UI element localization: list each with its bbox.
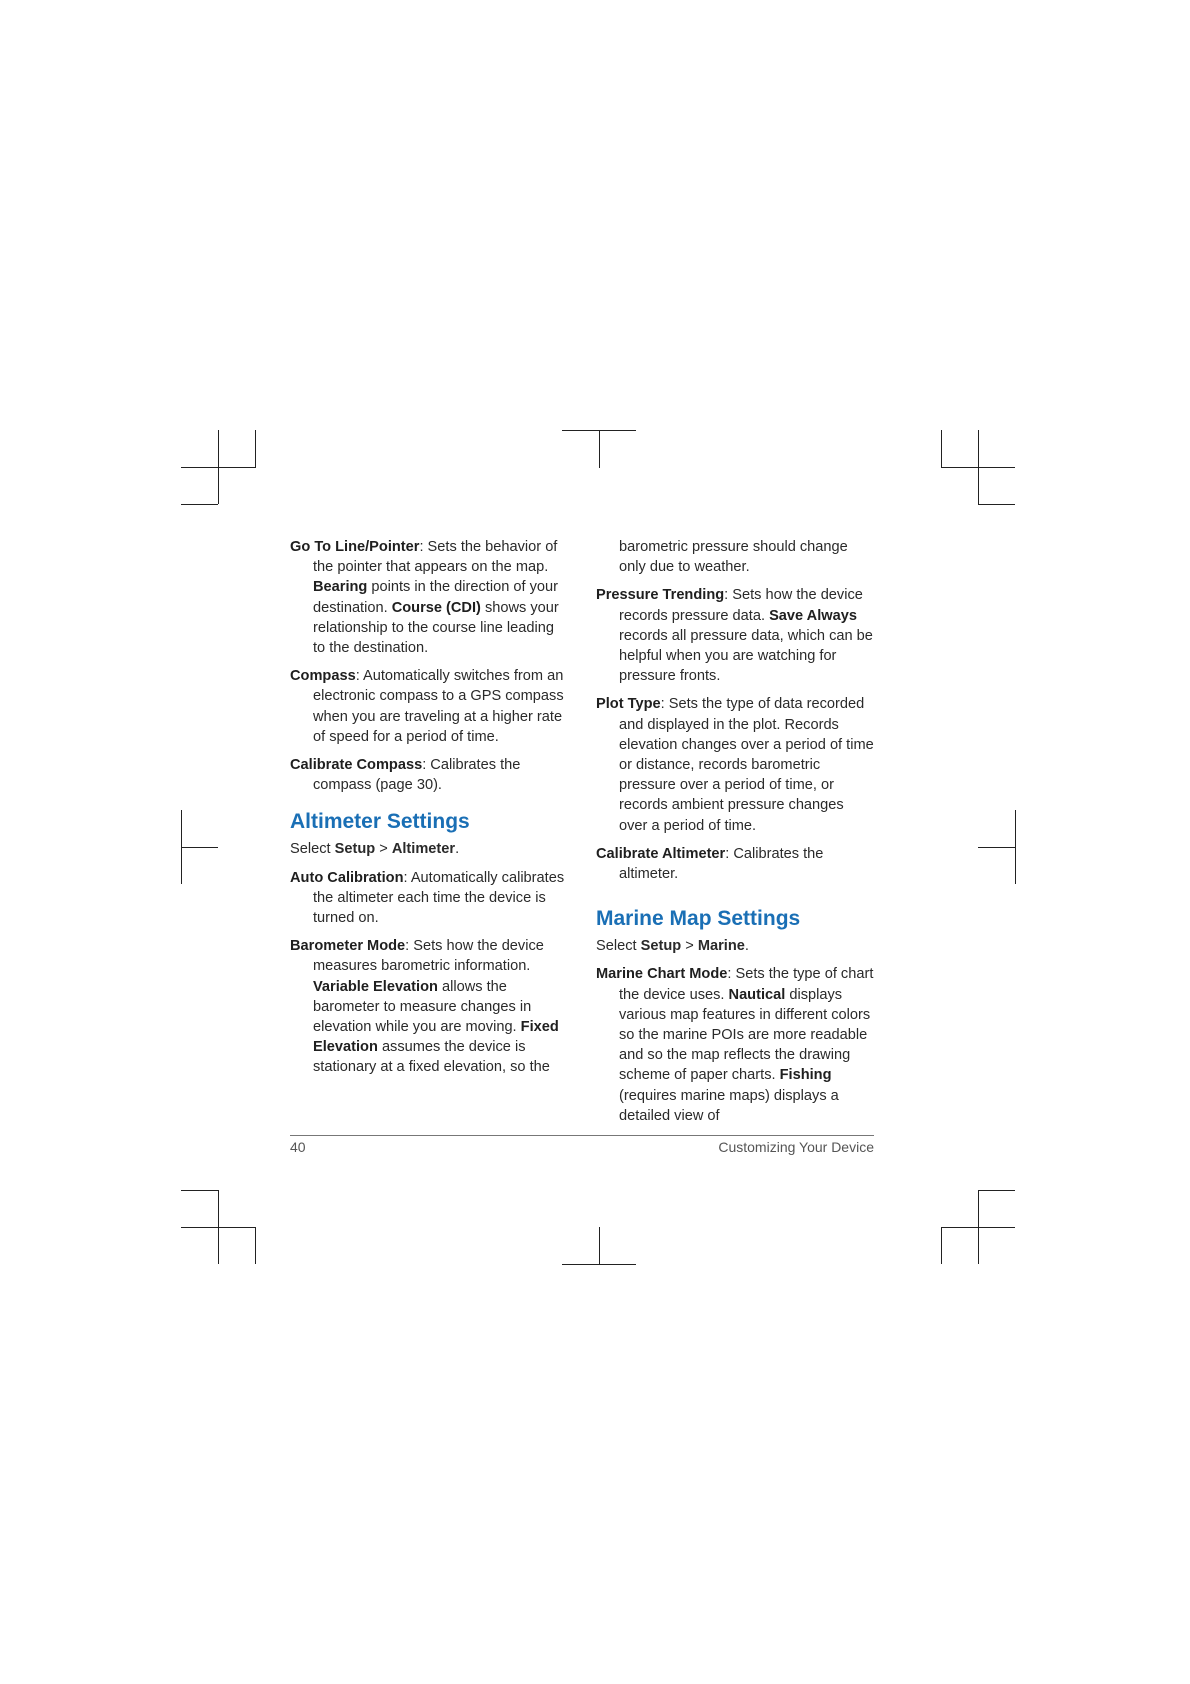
- term: Auto Calibration: [290, 869, 404, 886]
- option-name: Nautical: [728, 986, 786, 1003]
- term: Plot Type: [596, 696, 661, 713]
- path-separator: >: [375, 841, 392, 858]
- barometer-mode-continued: barometric pressure should change only due to weather.: [619, 539, 848, 576]
- calibrate-altimeter-entry: [596, 844, 874, 884]
- section-title: Customizing Your Device: [718, 1139, 874, 1155]
- crop-mark: [562, 1264, 636, 1265]
- term: Compass: [290, 668, 356, 685]
- footer-divider: [290, 1135, 874, 1136]
- term: Marine Chart Mode: [596, 966, 728, 983]
- select-prefix: Select: [596, 938, 641, 955]
- crop-mark: [978, 467, 1015, 468]
- term: Calibrate Compass: [290, 757, 423, 774]
- crop-mark: [978, 1190, 1015, 1191]
- description: assumes the device is stationary at a fixed elevation, so the: [313, 1039, 550, 1076]
- crop-mark: [978, 504, 1015, 505]
- crop-mark: [599, 1227, 600, 1264]
- description: : Sets the type of data recorded and displayed in the plot. Records elevation changes over a period of time or distance, records barometric pressure over a period of time, or records ambient pressure changes over a period of time.: [619, 696, 874, 834]
- description: shows your relationship to the course line leading to the destination.: [313, 599, 559, 657]
- auto-calibration-entry: [290, 868, 568, 929]
- path-separator: >: [681, 938, 698, 955]
- crop-mark: [1015, 810, 1016, 884]
- option-name: Save Always: [769, 607, 857, 624]
- altimeter-select-path: [290, 839, 568, 859]
- crop-mark: [941, 467, 978, 468]
- left-column: [290, 537, 568, 1086]
- select-prefix: Select: [290, 841, 335, 858]
- option-name: Fixed Elevation: [313, 1019, 559, 1056]
- crop-mark: [941, 1227, 1015, 1228]
- crop-mark: [978, 847, 1015, 848]
- description: : Calibrates the altimeter.: [619, 845, 824, 883]
- description: : Sets the behavior of the pointer that appears on the map.: [313, 539, 558, 576]
- crop-mark: [941, 430, 942, 468]
- description: : Automatically calibrates the altimeter each time the device is turned on.: [313, 869, 565, 927]
- description: : Automatically switches from an electronic compass to a GPS compass when you are traveling at a higher rate of speed for a period of time.: [313, 668, 564, 745]
- term: Pressure Trending: [596, 587, 725, 604]
- description: : Sets the type of chart the device uses.: [619, 966, 874, 1003]
- description: : Calibrates the compass (page 30).: [313, 757, 521, 794]
- altimeter-settings-heading: Altimeter Settings: [290, 810, 470, 834]
- calibrate-compass-entry: [290, 755, 568, 795]
- description: records all pressure data, which can be helpful when you are watching for pressure fronts.: [619, 627, 873, 685]
- plot-type-entry: [596, 694, 874, 835]
- description: displays various map features in different colors so the marine POIs are more readable and so the map reflects the drawing scheme of paper charts.: [619, 986, 871, 1084]
- path-suffix: .: [744, 938, 749, 955]
- go-to-line-entry: [290, 537, 568, 658]
- page-number: 40: [290, 1139, 306, 1155]
- right-column: [596, 537, 874, 1134]
- compass-entry: [290, 666, 568, 747]
- description: (requires marine maps) displays a detailed view of: [619, 1087, 839, 1124]
- menu-marine: Marine: [697, 938, 745, 955]
- menu-setup: Setup: [334, 841, 376, 858]
- pressure-trending-entry: [596, 585, 874, 686]
- description: : Sets how the device records pressure data.: [619, 587, 863, 624]
- barometer-mode-entry: [290, 936, 568, 1077]
- crop-mark: [181, 1227, 255, 1228]
- crop-mark: [181, 1190, 218, 1191]
- crop-mark: [941, 1227, 942, 1264]
- option-name: Bearing: [313, 579, 368, 596]
- description: allows the barometer to measure changes in elevation while you are moving.: [313, 978, 532, 1036]
- marine-map-settings-heading: Marine Map Settings: [596, 907, 801, 931]
- menu-setup: Setup: [640, 938, 682, 955]
- term: Go To Line/Pointer: [290, 539, 420, 555]
- description: : Sets how the device measures barometric information.: [313, 938, 544, 975]
- option-name: Fishing: [779, 1067, 832, 1084]
- description: points in the direction of your destination.: [313, 579, 558, 616]
- crop-mark: [181, 847, 218, 848]
- term: Barometer Mode: [290, 938, 406, 955]
- crop-mark: [599, 430, 600, 468]
- marine-select-path: [596, 936, 874, 956]
- option-name: Variable Elevation: [313, 978, 438, 995]
- marine-chart-mode-entry: [596, 964, 874, 1126]
- crop-mark: [255, 430, 256, 468]
- term: Calibrate Altimeter: [596, 845, 726, 862]
- menu-altimeter: Altimeter: [391, 841, 456, 858]
- path-suffix: .: [455, 841, 460, 858]
- crop-mark: [181, 467, 255, 468]
- option-name: Course (CDI): [391, 599, 481, 616]
- crop-mark: [255, 1227, 256, 1264]
- crop-mark: [181, 504, 218, 505]
